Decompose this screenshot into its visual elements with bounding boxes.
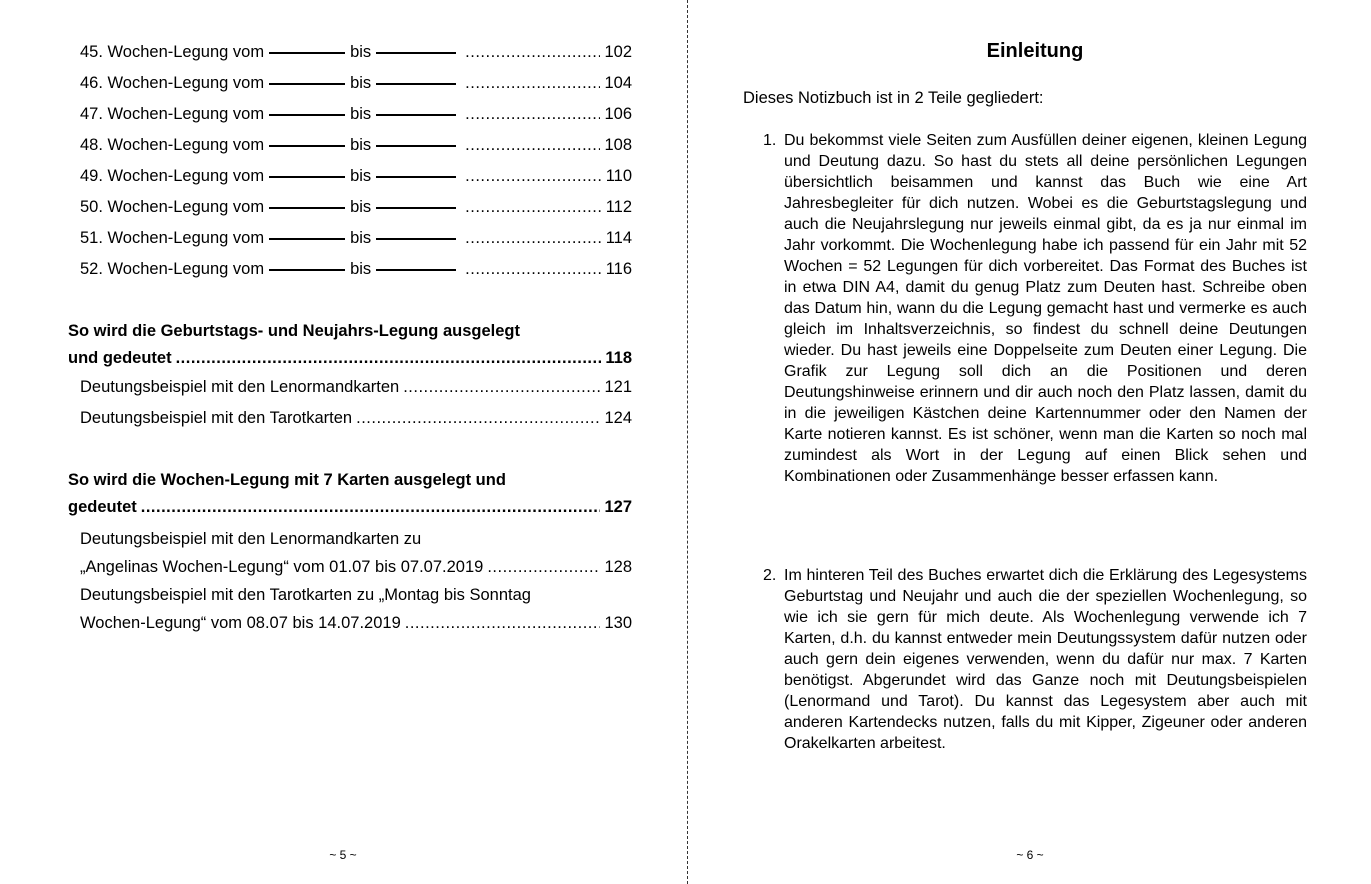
dot-leader xyxy=(487,551,600,583)
toc-entry-label: Deutungsbeispiel mit den Tarotkarten xyxy=(80,409,353,427)
toc-page-number: 104 xyxy=(604,74,632,92)
toc-entry-label: 47. Wochen-Legung vom xyxy=(80,105,265,123)
toc-entry[interactable] xyxy=(68,403,632,434)
toc-page-number: 118 xyxy=(605,349,632,367)
toc-weekly-entry[interactable] xyxy=(68,99,632,130)
date-to-blank xyxy=(376,269,456,271)
toc-page-number: 130 xyxy=(604,614,632,632)
date-to-blank xyxy=(376,83,456,85)
bis-label: bis xyxy=(350,229,372,247)
date-to-blank xyxy=(376,207,456,209)
toc-entry-label: 45. Wochen-Legung vom xyxy=(80,43,265,61)
list xyxy=(763,565,1307,754)
list-text: Du bekommst viele Seiten zum Ausfüllen deiner eigenen, kleinen Legung und Deutung dazu. So hast du stets all deine persönlichen Legungen übersichtlich beisammen und kannst das Buch wie eine Art Jahresbegleiter für dich nutzen. Wobei es die Geburtstagslegung und auch die Neujahrslegung nur jeweils einmal gibt, da es ja nur einmal im Jahr vorkommt. Die Wochenlegung habe ich passend für ein Jahr mit 52 Wochen = 52 Legungen für dich vorbereitet. Das Format des Buches ist in etwa DIN A4, damit du genug Platz zum Deuten hast. Schreibe oben das Datum hin, wann du die Legung gemacht hast und vermerke es auch gleich im Inhaltsverzeichnis, so findest du schnell deine Deutungen wieder. Du hast jeweils eine Doppelseite zum Deuten einer Legung. Die Grafik zur Legung soll dich an die Positionen und deren Deutungshinweise erinnern und dir auch noch den Platz lassen, damit du in die jeweiligen Kästchen deine Kartennummer oder den Namen der Karte notieren kannst. Es ist schöner, wenn man die Karten so noch mal zumindest als Wort in der Legung auf einen Blick sehen und Kombinationen oder Zusammenhänge besser erfassen kann. xyxy=(784,132,1307,485)
date-to-blank xyxy=(376,52,456,54)
bis-label: bis xyxy=(350,43,372,61)
dot-leader xyxy=(465,130,600,161)
date-from-blank xyxy=(269,176,345,178)
toc-page-number: 116 xyxy=(605,260,632,278)
toc-entry-label: Deutungsbeispiel mit den Lenormandkarten zu xyxy=(80,530,422,548)
date-from-blank xyxy=(269,145,345,147)
list-item xyxy=(763,130,1307,487)
toc-entry-label: Deutungsbeispiel mit den Tarotkarten zu „Montag bis Sonntag xyxy=(80,586,531,604)
date-to-blank xyxy=(376,238,456,240)
date-from-blank xyxy=(269,238,345,240)
date-to-blank xyxy=(376,114,456,116)
toc-weekly-entry[interactable] xyxy=(68,254,632,285)
date-from-blank xyxy=(269,52,345,54)
toc-weekly-entry[interactable] xyxy=(68,192,632,223)
dot-leader xyxy=(465,223,602,254)
toc-entry-label: 51. Wochen-Legung vom xyxy=(80,229,265,247)
list-text: Im hinteren Teil des Buches erwartet dich die Erklärung des Legesystems Geburtstag und Neujahr und auch die der speziellen Wochenlegung, so wie ich sie gern für mich deute. Als Wochenlegung verwende ich 7 Karten, d.h. du kannst entweder mein Deutungssystem dafür nutzen oder auch gern dein eigenes verwenden, wenn du dafür nur max. 7 Karten benötigst. Abgerundet wird das Ganze noch mit Deutungsbeispielen (Lenormand und Tarot). Du kannst das Legesystem aber auch mit anderen Kartendecks nutzen, falls du mit Kipper, Zigeuner oder anderen Orakelkarten arbeitest. xyxy=(784,567,1307,752)
dot-leader xyxy=(465,68,600,99)
toc-section-weekly xyxy=(68,467,632,639)
toc-entry-label: „Angelinas Wochen-Legung“ vom 01.07 bis 07.07.2019 xyxy=(80,558,484,576)
bis-label: bis xyxy=(350,74,372,92)
toc-page-number: 121 xyxy=(604,378,632,396)
toc-page-number: 124 xyxy=(604,409,632,427)
dot-leader xyxy=(465,161,602,192)
toc-entry-label: Wochen-Legung“ vom 08.07 bis 14.07.2019 xyxy=(80,614,401,632)
toc-entry-label: 46. Wochen-Legung vom xyxy=(80,74,265,92)
list-number: 1. xyxy=(763,132,777,149)
date-to-blank xyxy=(376,176,456,178)
toc-weekly-entry[interactable] xyxy=(68,68,632,99)
page-number-footer: ~ 6 ~ xyxy=(1016,848,1044,862)
toc-section-title: So wird die Wochen-Legung mit 7 Karten ausgelegt und xyxy=(68,471,506,489)
toc-page-number: 114 xyxy=(605,229,632,247)
bis-label: bis xyxy=(350,260,372,278)
toc-entry[interactable] xyxy=(68,345,632,372)
toc-page-number: 110 xyxy=(605,167,632,185)
bis-label: bis xyxy=(350,136,372,154)
toc-entry-label: und gedeutet xyxy=(68,349,172,367)
page-title: Einleitung xyxy=(986,40,1084,62)
date-to-blank xyxy=(376,145,456,147)
toc-section-birthday xyxy=(68,318,632,434)
dot-leader xyxy=(465,192,602,223)
toc-page-number: 106 xyxy=(604,105,632,123)
right-page xyxy=(689,0,1371,884)
toc-entry-label: Deutungsbeispiel mit den Lenormandkarten xyxy=(80,378,400,396)
bis-label: bis xyxy=(350,167,372,185)
date-from-blank xyxy=(269,269,345,271)
bis-label: bis xyxy=(350,105,372,123)
dot-leader xyxy=(465,254,602,285)
dot-leader xyxy=(356,403,600,434)
list-item xyxy=(763,565,1307,754)
dot-leader xyxy=(465,37,600,68)
toc-weekly-entry[interactable] xyxy=(68,223,632,254)
toc-entry[interactable] xyxy=(68,494,632,521)
toc-weekly-entry[interactable] xyxy=(68,130,632,161)
toc-entry-label: 49. Wochen-Legung vom xyxy=(80,167,265,185)
toc-entry[interactable] xyxy=(68,527,632,583)
dot-leader xyxy=(176,345,602,372)
date-from-blank xyxy=(269,207,345,209)
list xyxy=(763,130,1307,487)
dot-leader xyxy=(405,607,601,639)
toc-page-number: 127 xyxy=(604,498,632,516)
toc-page-number: 102 xyxy=(604,43,632,61)
list-number: 2. xyxy=(763,567,777,584)
toc-weekly-entry[interactable] xyxy=(68,37,632,68)
date-from-blank xyxy=(269,83,345,85)
toc-entry-label: 52. Wochen-Legung vom xyxy=(80,260,265,278)
toc-entry[interactable] xyxy=(68,372,632,403)
dot-leader xyxy=(403,372,600,403)
dot-leader xyxy=(141,494,601,521)
date-from-blank xyxy=(269,114,345,116)
toc-entry-label: gedeutet xyxy=(68,498,137,516)
page-divider xyxy=(687,0,688,884)
toc-weekly-entry[interactable] xyxy=(68,161,632,192)
toc-entry-label: 50. Wochen-Legung vom xyxy=(80,198,265,216)
toc-entry-label: 48. Wochen-Legung vom xyxy=(80,136,265,154)
intro-text: Dieses Notizbuch ist in 2 Teile gegliedert: xyxy=(743,89,1044,107)
page-number-footer: ~ 5 ~ xyxy=(329,848,357,862)
toc-section-title: So wird die Geburtstags- und Neujahrs-Legung ausgelegt xyxy=(68,322,520,340)
toc-weekly-list xyxy=(68,37,632,285)
dot-leader xyxy=(465,99,600,130)
toc-page-number: 108 xyxy=(604,136,632,154)
bis-label: bis xyxy=(350,198,372,216)
toc-page-number: 128 xyxy=(604,558,632,576)
toc-page-number: 112 xyxy=(605,198,632,216)
toc-entry[interactable] xyxy=(68,583,632,639)
